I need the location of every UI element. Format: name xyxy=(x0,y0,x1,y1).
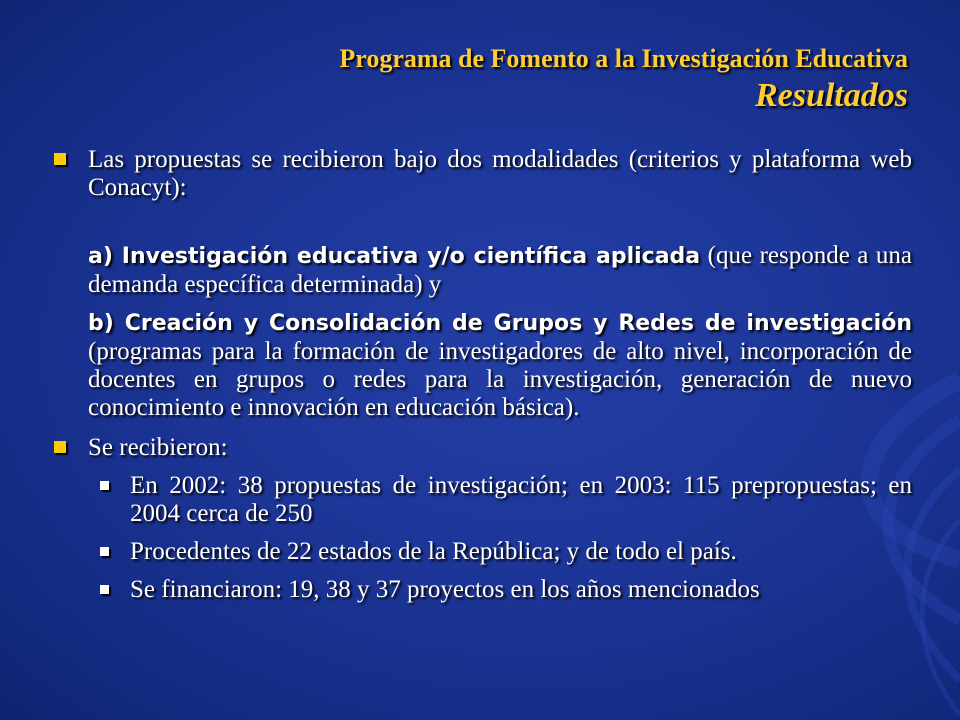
spacer xyxy=(52,566,912,576)
slide-content xyxy=(52,146,912,604)
bullet-item-modalidades xyxy=(52,146,912,202)
modalidad-a-text: (que responde a una demanda específica determinada) y xyxy=(88,242,912,298)
spacer xyxy=(52,202,912,242)
square-bullet-icon xyxy=(54,441,66,453)
spacer xyxy=(52,299,912,309)
title-line-1: Programa de Fomento a la Investigación Educativa xyxy=(339,44,908,73)
modalidad-b-paragraph xyxy=(52,309,912,422)
sub-item-estados xyxy=(52,538,912,566)
sub-item-propuestas xyxy=(52,472,912,528)
sub-item-financiaron xyxy=(52,576,912,604)
bullet-text: Las propuestas se recibieron bajo dos modalidades (criterios y plataforma web Conacyt): xyxy=(88,146,912,201)
small-square-bullet-icon xyxy=(100,481,109,490)
sub-item-text: Procedentes de 22 estados de la República; y de todo el país. xyxy=(130,538,737,565)
spacer xyxy=(52,528,912,538)
bullet-item-recibieron xyxy=(52,434,912,462)
spacer xyxy=(52,462,912,472)
bullet-text: Se recibieron: xyxy=(88,434,228,461)
modalidad-b-text: (programas para la formación de investigadores de alto nivel, incorporación de docentes en grupos o redes para la investigación, generación de nuevo conocimiento e innovación en educación básica). xyxy=(88,338,912,421)
modalidad-b-label: b) Creación y Consolidación de Grupos y Redes de investigación xyxy=(88,311,912,336)
slide-title xyxy=(48,42,908,116)
modalidad-a-paragraph xyxy=(52,242,912,299)
small-square-bullet-icon xyxy=(100,585,109,594)
sub-item-text: Se financiaron: 19, 38 y 37 proyectos en los años mencionados xyxy=(130,576,760,603)
title-line-2: Resultados xyxy=(754,77,908,114)
square-bullet-icon xyxy=(54,153,66,165)
small-square-bullet-icon xyxy=(100,547,109,556)
sub-item-text: En 2002: 38 propuestas de investigación; en 2003: 115 prepropuestas; en 2004 cerca de 250 xyxy=(130,472,912,527)
spacer xyxy=(52,422,912,434)
modalidad-a-label: a) Investigación educativa y/o científica aplicada xyxy=(88,244,701,269)
